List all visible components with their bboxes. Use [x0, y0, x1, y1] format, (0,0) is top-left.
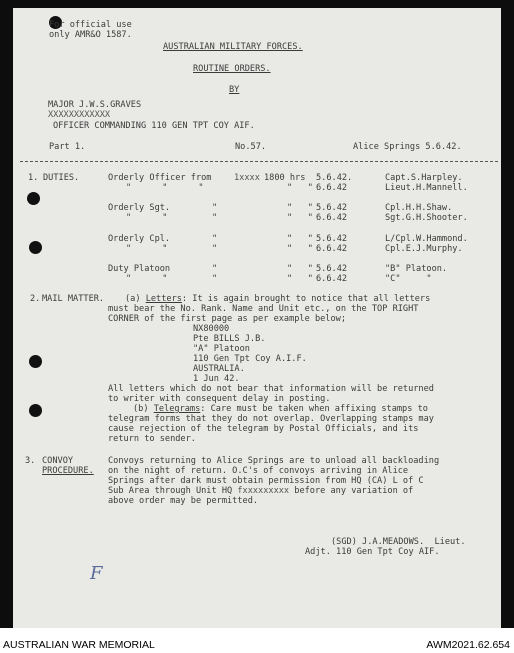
- duty-person: "C" ": [385, 274, 432, 284]
- ditto-marks: " ": [126, 244, 168, 254]
- signature-title: Adjt. 110 Gen Tpt Coy AIF.: [305, 547, 440, 557]
- place-date: Alice Springs 5.6.42.: [353, 142, 462, 152]
- section-number: 1.: [28, 173, 39, 183]
- ditto-marks: " ": [287, 213, 313, 223]
- section-title: MAIL MATTER.: [42, 294, 105, 304]
- duty-person: L/Cpl.W.Hammond.: [385, 234, 468, 244]
- duty-date: 6.6.42: [316, 244, 348, 254]
- ditto-marks: ": [212, 274, 218, 284]
- letters-heading: Letters: [145, 294, 182, 304]
- section-title: CONVOY: [42, 456, 74, 466]
- ditto-marks: ": [212, 264, 218, 274]
- force-heading: AUSTRALIAN MILITARY FORCES.: [163, 42, 303, 52]
- body-line: to writer with consequent delay in posting.: [108, 394, 331, 404]
- body-line: telegram forms that they do not overlap. Overlapping stamps may: [108, 414, 434, 424]
- paragraph-a-text: : It is again brought to notice that all letters: [181, 294, 431, 304]
- paragraph-b-prefix: (b): [133, 404, 154, 414]
- hole-punch: [29, 404, 42, 417]
- duty-date: 6.6.42: [316, 274, 348, 284]
- paragraph-b-line: [133, 404, 428, 414]
- ditto-marks: " ": [126, 213, 168, 223]
- ditto-marks: " ": [126, 274, 168, 284]
- footer-institution: AUSTRALIAN WAR MEMORIAL: [3, 639, 155, 651]
- body-line: [108, 486, 413, 496]
- paragraph-a-prefix: (a): [125, 294, 146, 304]
- body-line: above order may be permitted.: [108, 496, 259, 506]
- major-name: MAJOR J.W.S.GRAVES: [48, 100, 142, 110]
- orders-heading: ROUTINE ORDERS.: [193, 64, 271, 74]
- telegrams-heading: Telegrams: [153, 404, 201, 414]
- part-label: Part 1.: [49, 142, 86, 152]
- duty-date: 6.6.42: [316, 213, 348, 223]
- duty-date: 5.6.42.: [316, 173, 353, 183]
- section-title: PROCEDURE.: [42, 466, 94, 476]
- body-line: All letters which do not bear that information will be returned: [108, 384, 434, 394]
- body-text: before any variation of: [289, 486, 414, 496]
- handwritten-mark: F: [90, 563, 103, 584]
- example-address-line: Pte BILLS J.B.: [193, 334, 266, 344]
- officer-commanding: OFFICER COMMANDING 110 GEN TPT COY AIF.: [53, 121, 255, 131]
- ditto-marks: ": [212, 213, 218, 223]
- body-text: Sub Area through Unit HQ: [108, 486, 238, 496]
- hole-punch: [29, 355, 42, 368]
- ditto-marks: " ": [287, 183, 313, 193]
- section-title: DUTIES.: [43, 173, 80, 183]
- document-page: [13, 8, 501, 628]
- duty-date: 5.6.42: [316, 203, 348, 213]
- duty-label: Orderly Cpl.: [108, 234, 171, 244]
- official-use-line-2: only AMR&O 1587.: [49, 30, 132, 40]
- body-line: CORNER of the first page as per example below;: [108, 314, 346, 324]
- body-line: Convoys returning to Alice Springs are to unload all backloading: [108, 456, 440, 466]
- ditto-marks: " ": [287, 244, 313, 254]
- ditto-marks: " ": [287, 264, 313, 274]
- paragraph-b-text: : Care must be taken when affixing stamps to: [200, 404, 428, 414]
- duty-time: 1800 hrs: [264, 173, 306, 183]
- body-line: Springs after dark must obtain permission from HQ (CA) L of C: [108, 476, 424, 486]
- duty-person: Capt.S.Harpley.: [385, 173, 463, 183]
- duty-person: Lieut.H.Mannell.: [385, 183, 468, 193]
- duty-date: 5.6.42: [316, 234, 348, 244]
- duty-label: Duty Platoon: [108, 264, 171, 274]
- duty-date: 5.6.42: [316, 264, 348, 274]
- struck-text: fxxxxxxxxx: [237, 486, 290, 496]
- order-number: No.57.: [235, 142, 267, 152]
- ditto-marks: " ": [287, 203, 313, 213]
- example-address-line: 110 Gen Tpt Coy A.I.F.: [193, 354, 307, 364]
- struck-text: XXXXXXXXXXXX: [48, 110, 111, 120]
- hole-punch: [29, 241, 42, 254]
- ditto-marks: " " ": [126, 183, 204, 193]
- ditto-marks: ": [212, 234, 218, 244]
- struck-text: 1xxxx: [234, 173, 260, 183]
- duty-date: 6.6.42: [316, 183, 348, 193]
- example-address-line: AUSTRALIA.: [193, 364, 245, 374]
- duty-label: Orderly Sgt.: [108, 203, 171, 213]
- duty-person: "B" Platoon.: [385, 264, 448, 274]
- footer-accession-number: AWM2021.62.654: [426, 639, 510, 651]
- body-line: return to sender.: [108, 434, 196, 444]
- body-line: on the night of return. O.C's of convoys arriving in Alice: [108, 466, 409, 476]
- signature-line: (SGD) J.A.MEADOWS. Lieut.: [331, 537, 466, 547]
- ditto-marks: ": [212, 203, 218, 213]
- body-line: must bear the No. Rank. Name and Unit etc., on the TOP RIGHT: [108, 304, 419, 314]
- body-line: cause rejection of the telegram by Postal Officials, and its: [108, 424, 419, 434]
- duty-label: Orderly Officer from: [108, 173, 217, 183]
- duty-person: Cpl.E.J.Murphy.: [385, 244, 463, 254]
- hole-punch: [27, 192, 40, 205]
- example-address-line: NX80000: [193, 324, 230, 334]
- ditto-marks: ": [212, 244, 218, 254]
- example-address-line: 1 Jun 42.: [193, 374, 240, 384]
- duty-person: Sgt.G.H.Shooter.: [385, 213, 468, 223]
- divider-rule: [20, 161, 498, 162]
- section-number: 2.: [30, 294, 41, 304]
- paragraph-a-line: [125, 294, 430, 304]
- footer-bar: [0, 628, 514, 653]
- by-heading: BY: [229, 85, 240, 95]
- duty-person: Cpl.H.H.Shaw.: [385, 203, 453, 213]
- ditto-marks: " ": [287, 234, 313, 244]
- section-number: 3.: [25, 456, 36, 466]
- official-use-line-1: For official use: [49, 20, 132, 30]
- ditto-marks: " ": [287, 274, 313, 284]
- example-address-line: "A" Platoon: [193, 344, 250, 354]
